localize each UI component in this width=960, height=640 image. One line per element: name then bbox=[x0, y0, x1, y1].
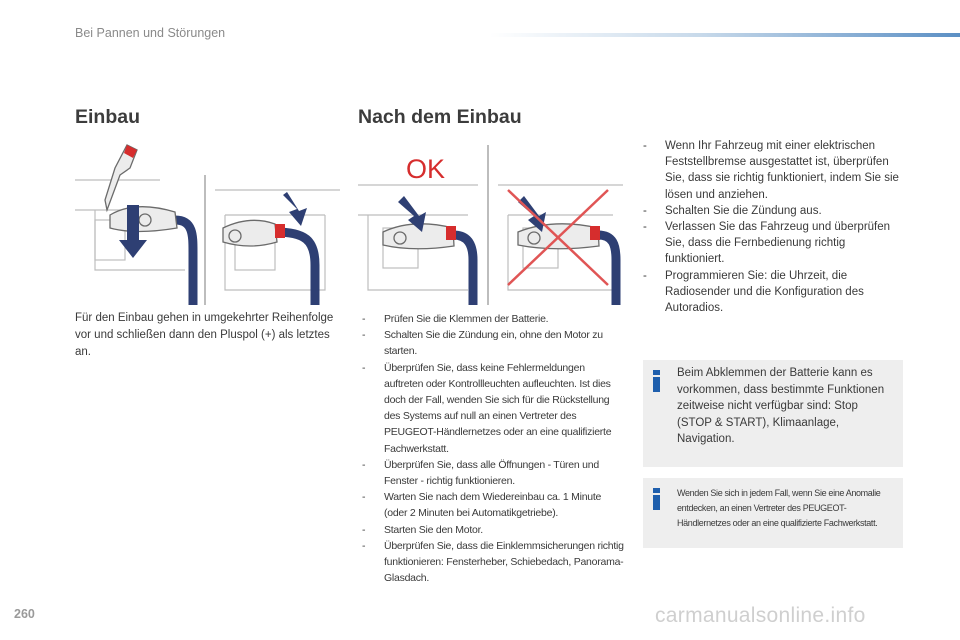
info-icon bbox=[653, 370, 660, 392]
list-item: - Überprüfen Sie, dass keine Fehlermeldungen auftreten oder Kontrollleuchten aufleuchten. Ist dies doch der Fall, wenden Sie sich für die Rückstellung des Systems auf null an einen Vertreter des PEUGEOT-Händlernetzes oder an eine qualifizierte Fachwerkstatt. bbox=[362, 361, 612, 455]
header-section-title: Bei Pannen und Störungen bbox=[75, 26, 226, 40]
battery-clamp-installation-illustration bbox=[75, 140, 340, 305]
installation-paragraph: Für den Einbau gehen in umgekehrter Reihenfolge vor und schließen dann den Pluspol (+) als letztes an. bbox=[75, 312, 334, 358]
heading-nach-dem-einbau: Nach dem Einbau bbox=[358, 106, 522, 128]
list-item: - Schalten Sie die Zündung ein, ohne den Motor zu starten. bbox=[362, 329, 603, 358]
page-number: 260 bbox=[14, 607, 35, 621]
header-gradient-bar bbox=[490, 33, 960, 37]
info-box-battery-disconnect bbox=[643, 360, 903, 467]
battery-cable-2 bbox=[275, 232, 315, 305]
list-item: - Starten Sie den Motor. bbox=[362, 523, 483, 536]
list-item: - Prüfen Sie die Klemmen der Batterie. bbox=[362, 313, 549, 325]
list-item: - Überprüfen Sie, dass alle Öffnungen - Türen und Fenster - richtig funktionieren. bbox=[362, 458, 599, 488]
info-icon bbox=[653, 488, 660, 510]
list-item: - Warten Sie nach dem Wiedereinbau ca. 1 Minute (oder 2 Minuten bei Automatikgetriebe). bbox=[362, 491, 602, 520]
ok-label: OK bbox=[406, 154, 446, 184]
list-item: - Programmieren Sie: die Uhrzeit, die Radiosender und die Konfiguration des Autoradios. bbox=[643, 269, 864, 315]
battery-cable bbox=[175, 220, 193, 305]
watermark: carmanualsonline.info bbox=[655, 604, 866, 627]
list-item: - Verlassen Sie das Fahrzeug und überprüfen Sie, dass die Fernbedienung richtig funktioniert. bbox=[643, 221, 891, 266]
battery-clamp-check-illustration bbox=[358, 140, 623, 305]
after-installation-checklist-continued bbox=[643, 138, 905, 316]
list-item: - Wenn Ihr Fahrzeug mit einer elektrischen Feststellbremse ausgestattet ist, überprüfen Sie, dass sie richtig funktioniert, indem Sie sie lösen und anziehen. bbox=[643, 140, 899, 201]
info-box-text: Wenden Sie sich in jedem Fall, wenn Sie eine Anomalie entdecken, an einen Vertreter des PEUGEOT-Händlernetzes oder an eine qualifizierte Fachwerkstatt. bbox=[677, 488, 881, 528]
heading-einbau: Einbau bbox=[75, 106, 141, 128]
after-installation-checklist bbox=[362, 311, 624, 586]
info-box-text: Beim Abklemmen der Batterie kann es vorkommen, dass bestimmte Funktionen zeitweise nicht verfügbar sind: Stop (STOP & START), Klimaanlage, Navigation. bbox=[677, 367, 885, 445]
list-item: - Überprüfen Sie, dass die Einklemmsicherungen richtig funktionieren: Fensterheber, Schiebedach, Panorama-Glasdach. bbox=[362, 539, 624, 585]
info-box-anomaly bbox=[643, 478, 903, 548]
list-item: - Schalten Sie die Zündung aus. bbox=[643, 204, 822, 217]
